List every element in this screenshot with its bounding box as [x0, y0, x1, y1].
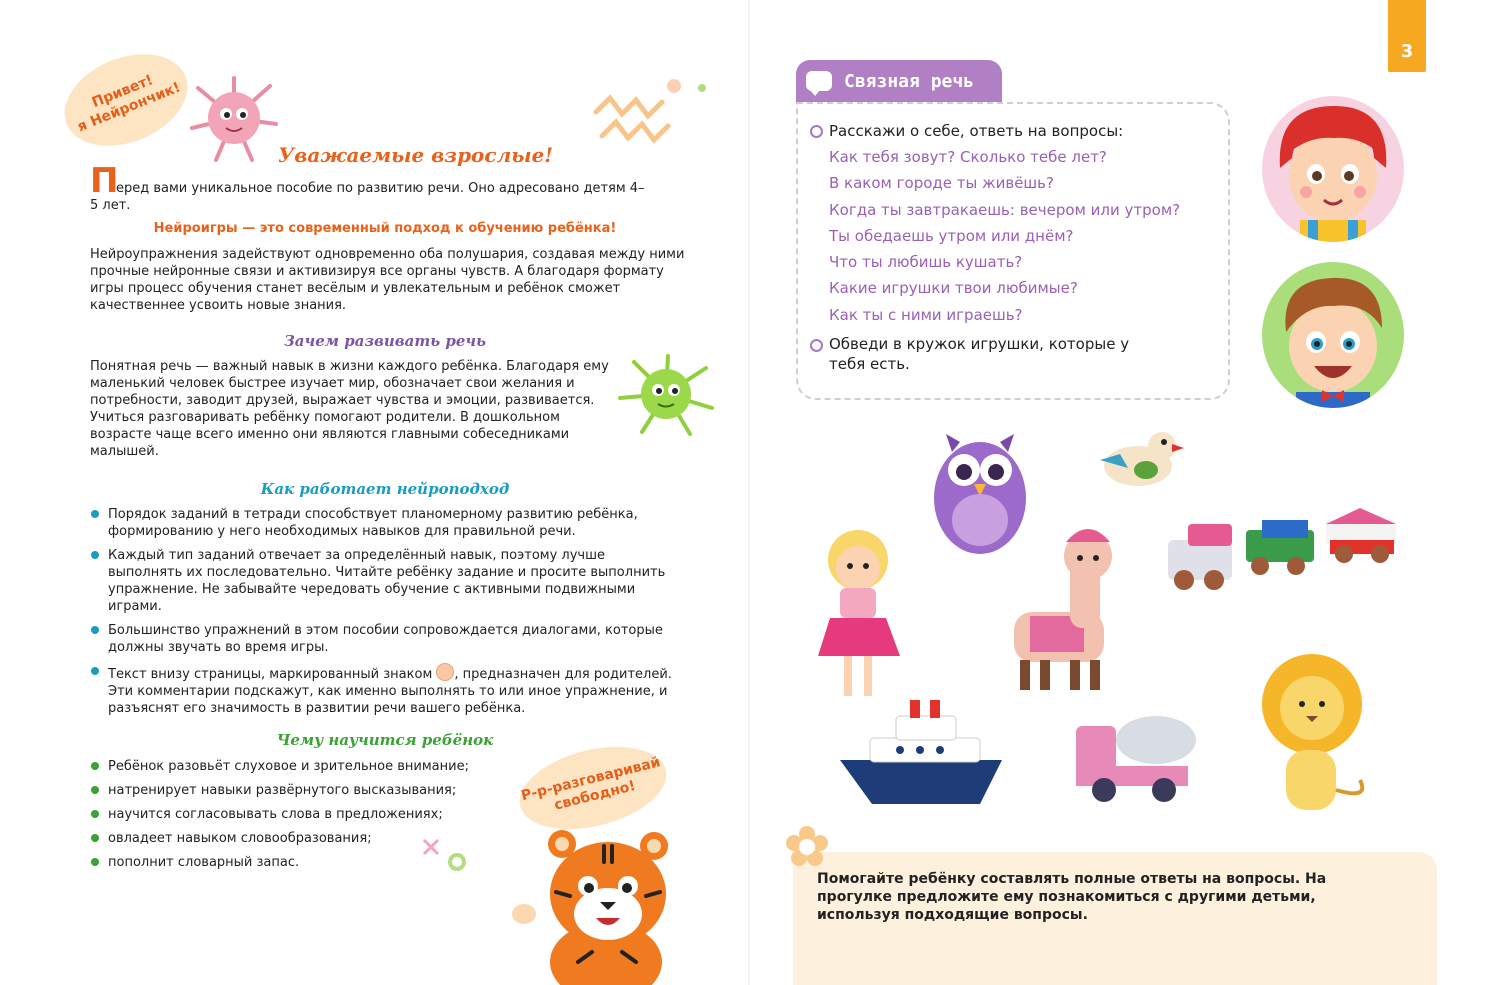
list-item: натренирует навыки развёрнутого высказывания;	[90, 782, 530, 799]
list-item: Текст внизу страницы, маркированный знаком , предназначен для родителей. Эти комментарии подскажут, как именно выполнять то или иное упражнение, и разъяснят его значимость в развитии речи вашего ребёнка.	[90, 663, 680, 717]
question-item: Ты обедаешь утром или днём?	[829, 226, 1074, 245]
question-item: В каком городе ты живёшь?	[829, 174, 1054, 193]
question-item: Когда ты завтракаешь: вечером или утром?	[829, 200, 1181, 219]
question-item: Что ты любишь кушать?	[829, 253, 1023, 272]
question-item: Какие игрушки твои любимые?	[829, 279, 1078, 298]
tiger-icon	[508, 822, 688, 985]
highlight-heading: Нейроигры — это современный подход к обучению ребёнка!	[153, 221, 617, 236]
section-heading-why: Зачем развивать речь	[283, 332, 487, 350]
list-item: овладеет навыком словообразования;	[90, 830, 530, 847]
lion-icon	[1262, 654, 1362, 810]
train-icon	[1168, 508, 1396, 590]
page-number: 3	[1388, 0, 1426, 72]
list-item: Порядок заданий в тетради способствует планомерному развитию ребёнка, формированию у него необходимых навыков для правильной речи.	[90, 506, 680, 540]
toys-illustration	[800, 420, 1410, 820]
intro-paragraph: еред вами уникальное пособие по развитию речи. Оно адресовано детям 4–5 лет.	[90, 181, 645, 213]
greeting-text: Привет! я Нейрончик!	[75, 72, 183, 136]
dots-icon	[664, 76, 710, 98]
truck-icon	[1076, 716, 1196, 802]
neuron-pink-icon	[186, 74, 282, 166]
list-item: научится согласовывать слова в предложениях;	[90, 806, 530, 823]
owl-icon	[934, 434, 1026, 554]
bird-icon	[1100, 432, 1184, 486]
flower-marker-icon	[786, 826, 828, 868]
neuron-green-icon	[616, 352, 716, 438]
list-item: Каждый тип заданий отвечает за определённый навык, поэтому лучше выполнять их последовательно. Читайте ребёнку задание и просите выполнить упражнение. Не забывайте чередовать обучение с активными подвижными играми.	[90, 547, 680, 615]
list-item: Большинство упражнений в этом пособии сопровождается диалогами, которые должны звучать во время игры.	[90, 622, 680, 656]
question-item: Как ты с ними играешь?	[829, 305, 1023, 324]
section-heading-how: Как работает нейроподход	[260, 480, 510, 498]
question-item: Как тебя зовут? Сколько тебе лет?	[829, 148, 1107, 166]
parent-note-text: Помогайте ребёнку составлять полные ответы на вопросы. На прогулке предложите ему познакомиться с другими детьми, используя подходящие вопросы.	[817, 871, 1327, 923]
list-item: пополнит словарный запас.	[90, 854, 530, 871]
questions-list	[810, 120, 1220, 374]
section-title: Связная речь	[844, 70, 975, 92]
ship-icon	[840, 700, 1002, 804]
llama-icon	[1014, 529, 1112, 690]
girl-avatar-icon	[1262, 96, 1404, 242]
task-instruction: Обведи в кружок игрушки, которые у тебя есть.	[810, 334, 1149, 374]
how-list	[90, 506, 680, 724]
zigzag-icon	[592, 92, 676, 156]
cross-circle-icon	[420, 834, 470, 874]
page-title: Уважаемые взрослые!	[278, 143, 554, 167]
greeting-bubble	[51, 37, 201, 163]
boy-avatar-icon	[1262, 262, 1404, 408]
section-tab	[796, 60, 1002, 102]
paragraph-neuro: Нейроупражнения задействуют одновременно оба полушария, создавая между ними прочные нейронные связи и активизируя все органы чувств. А благодаря формату игры процесс обучения станет весёлым и увлекательным и ребёнок сможет качественнее усвоить новые знания.	[90, 247, 685, 313]
flower-marker-icon	[436, 663, 454, 681]
section-heading-learn: Чему научится ребёнок	[276, 731, 494, 749]
talk-text: Р-р-разговаривай свободно!	[519, 754, 662, 814]
speech-bubble-icon	[806, 71, 832, 91]
drop-cap: П	[90, 161, 119, 201]
task-instruction: Расскажи о себе, ответь на вопросы:	[810, 120, 1220, 142]
paragraph-why: Понятная речь — важный навык в жизни каждого ребёнка. Благодаря ему маленький человек быстрее изучает мир, обозначает свои желания и потребности, заводит друзей, выражает чувства и эмоции, развивается. Учиться разговаривать ребёнку помогают родители. В дошкольном возрасте чаще всего именно они являются главными собеседниками малышей.	[90, 359, 609, 459]
doll-icon	[818, 530, 900, 696]
list-item: Ребёнок разовьёт слуховое и зрительное внимание;	[90, 758, 530, 775]
